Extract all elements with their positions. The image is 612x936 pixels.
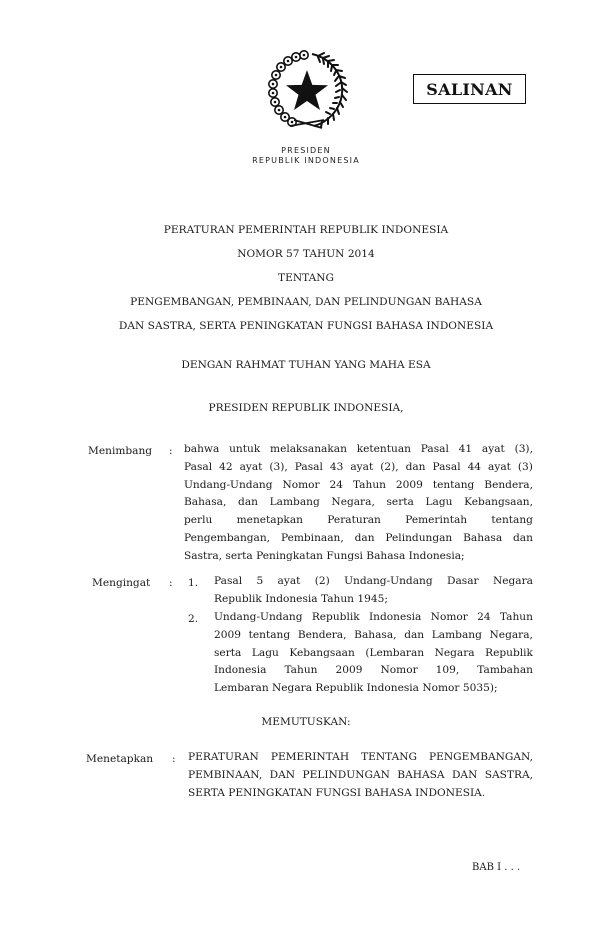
menimbang-line: bahwa untuk melaksanakan ketentuan Pasal 41 ayat (3), — [184, 443, 533, 455]
menimbang-line: Pasal 42 ayat (3), Pasal 43 ayat (2), dan Pasal 44 ayat (3) — [184, 460, 533, 473]
menetapkan-colon: : — [172, 753, 176, 765]
emblem-caption-president: PRESIDEN — [281, 146, 331, 155]
mengingat-line: Pasal 5 ayat (2) Undang-Undang Dasar Negara — [214, 575, 533, 587]
page-continuation: BAB I . . . — [472, 862, 521, 873]
mengingat-line: 2009 tentang Bendera, Bahasa, dan Lambang Negara, — [214, 628, 533, 641]
title-about: TENTANG — [278, 272, 334, 284]
mengingat-item-2 — [214, 609, 533, 698]
mengingat-item-1-number: 1. — [188, 577, 199, 589]
mengingat-item-1 — [214, 573, 533, 609]
menimbang-line: Pengembangan, Pembinaan, dan Pelindungan Bahasa dan — [184, 531, 533, 544]
mengingat-line: Undang-Undang Republik Indonesia Nomor 24 Tahun — [214, 611, 533, 623]
decision-heading: MEMUTUSKAN: — [261, 716, 351, 728]
mengingat-line: Lembaran Negara Republik Indonesia Nomor 5035); — [214, 682, 498, 695]
mengingat-colon: : — [169, 577, 173, 589]
menetapkan-body — [188, 749, 533, 802]
menetapkan-line: SERTA PENINGKATAN FUNGSI BAHASA INDONESIA. — [188, 786, 486, 799]
mengingat-line: Indonesia Tahun 2009 Nomor 109, Tambahan — [214, 664, 533, 677]
menimbang-colon: : — [169, 445, 173, 457]
mengingat-item-2-number: 2. — [188, 613, 199, 625]
presidential-emblem-icon — [266, 48, 348, 132]
menimbang-line: perlu menetapkan Peraturan Pemerintah tentang — [184, 514, 533, 527]
invocation: DENGAN RAHMAT TUHAN YANG MAHA ESA — [181, 359, 431, 371]
menimbang-label: Menimbang — [88, 445, 153, 457]
mengingat-line: Republik Indonesia Tahun 1945; — [214, 592, 388, 605]
menetapkan-label: Menetapkan — [86, 753, 154, 765]
menimbang-line: Bahasa, dan Lambang Negara, serta Lagu Kebangsaan, — [184, 496, 533, 509]
title-regulation: PERATURAN PEMERINTAH REPUBLIK INDONESIA — [163, 224, 449, 236]
issuer: PRESIDEN REPUBLIK INDONESIA, — [208, 402, 404, 414]
copy-stamp: SALINAN — [413, 74, 526, 104]
mengingat-line: serta Lagu Kebangsaan (Lembaran Negara Republik — [214, 646, 533, 659]
title-subject-line1: PENGEMBANGAN, PEMBINAAN, DAN PELINDUNGAN BAHASA — [130, 296, 482, 308]
title-number: NOMOR 57 TAHUN 2014 — [237, 248, 375, 260]
title-subject-line2: DAN SASTRA, SERTA PENINGKATAN FUNGSI BAHASA INDONESIA — [118, 320, 494, 332]
menimbang-body — [184, 441, 533, 566]
menimbang-line: Undang-Undang Nomor 24 Tahun 2009 tentang Bendera, — [184, 478, 533, 491]
menimbang-line: Sastra, serta Peningkatan Fungsi Bahasa Indonesia; — [184, 549, 465, 562]
mengingat-label: Mengingat — [92, 577, 151, 589]
emblem-caption-republic: REPUBLIK INDONESIA — [252, 156, 360, 165]
menetapkan-line: PEMBINAAN, DAN PELINDUNGAN BAHASA DAN SASTRA, — [188, 768, 533, 781]
menetapkan-line: PERATURAN PEMERINTAH TENTANG PENGEMBANGAN, — [188, 751, 533, 763]
